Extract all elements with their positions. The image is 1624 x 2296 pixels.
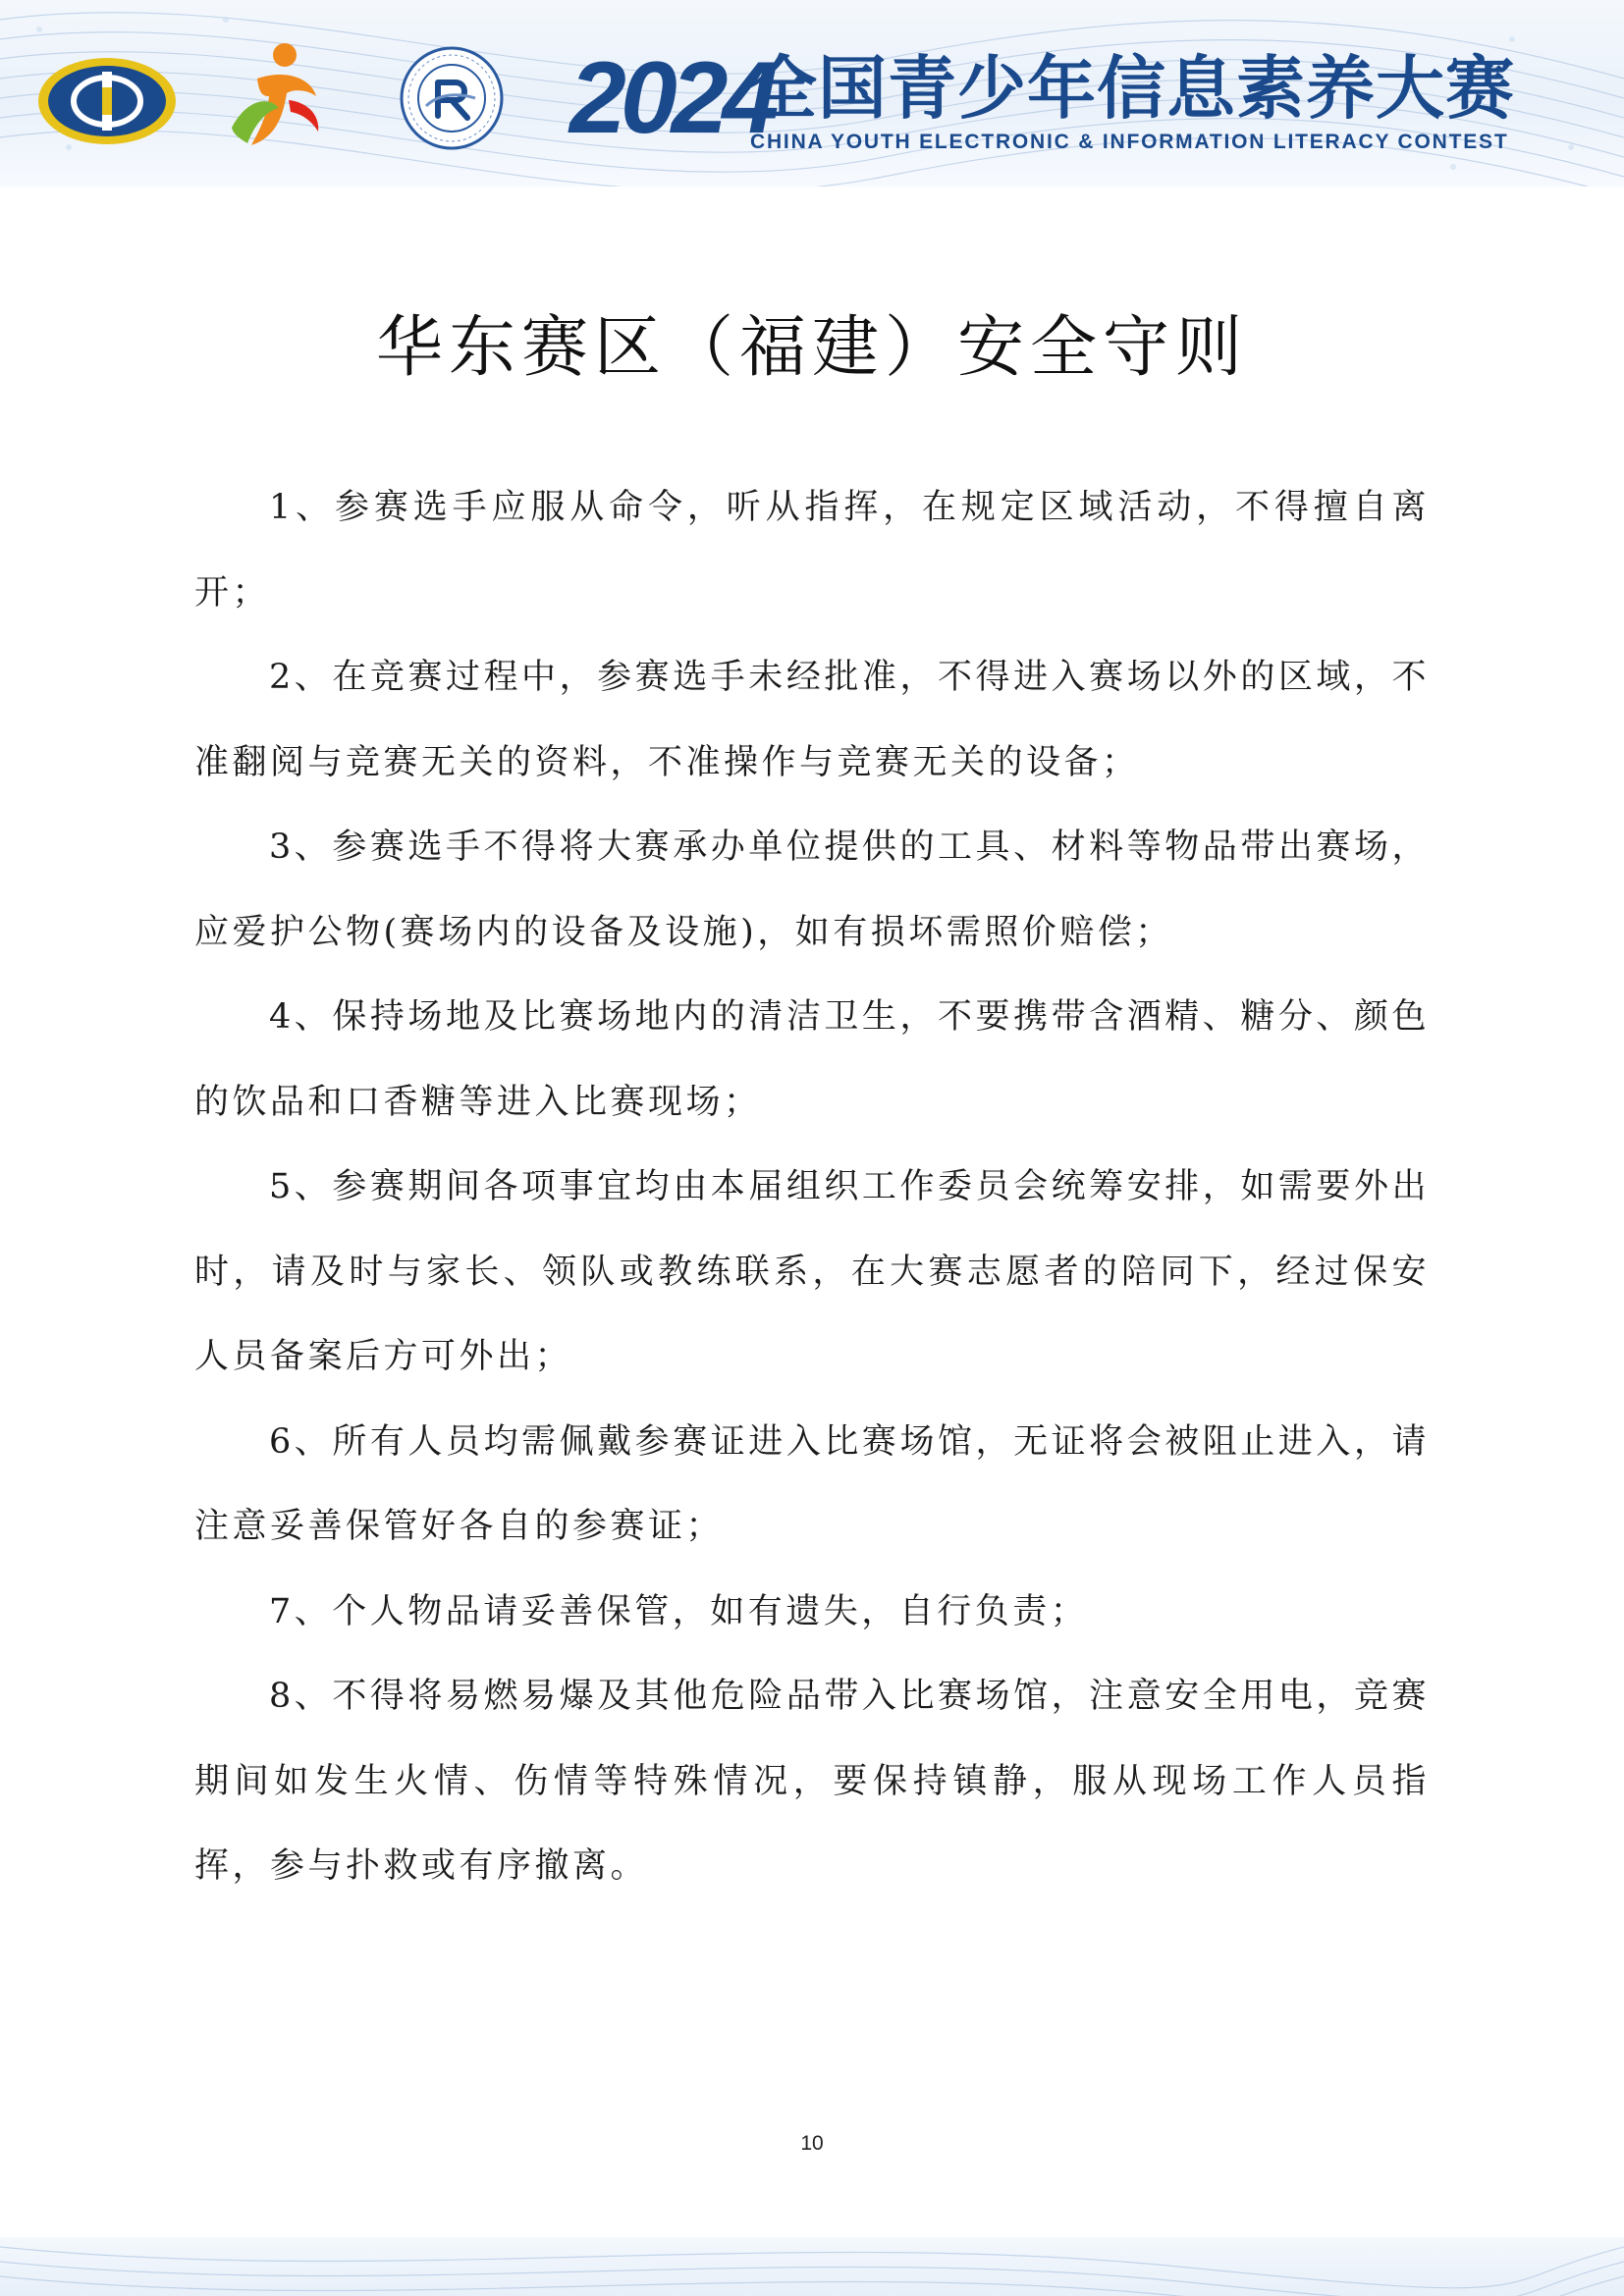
contest-year: 2024 bbox=[569, 41, 774, 155]
rule-item: 4、保持场地及比赛场地内的清洁卫生，不要携带含酒精、糖分、颜色的饮品和口香糖等进入比赛现场； bbox=[194, 997, 1430, 1122]
footer-banner bbox=[0, 2237, 1624, 2296]
rule-item: 6、所有人员均需佩戴参赛证进入比赛场馆，无证将会被阻止进入，请注意妥善保管好各自的参赛证； bbox=[194, 1421, 1430, 1546]
page-number: 10 bbox=[800, 2132, 824, 2155]
rule-item: 5、参赛期间各项事宜均由本届组织工作委员会统筹安排，如需要外出时，请及时与家长、领队或教练联系，在大赛志愿者的陪同下，经过保安人员备案后方可外出； bbox=[194, 1167, 1430, 1376]
rule-item: 8、不得将易燃易爆及其他危险品带入比赛场馆，注意安全用电，竞赛期间如发生火情、伤情等特殊情况，要保持镇静，服从现场工作人员指挥，参与扑救或有序撤离。 bbox=[194, 1677, 1430, 1886]
rule-item: 2、在竞赛过程中，参赛选手未经批准，不得进入赛场以外的区域，不准翻阅与竞赛无关的资料，不准操作与竞赛无关的设备； bbox=[194, 658, 1430, 782]
contest-title-en: CHINA YOUTH ELECTRONIC & INFORMATION LITERACY CONTEST bbox=[750, 131, 1509, 153]
document-title: 华东赛区（福建）安全守则 bbox=[375, 309, 1248, 387]
robotics-association-seal-logo bbox=[399, 45, 505, 151]
cyeilc-emblem-logo bbox=[35, 54, 179, 148]
rule-item: 7、个人物品请妥善保管，如有遗失，自行负责； bbox=[269, 1591, 1089, 1631]
rule-item: 3、参赛选手不得将大赛承办单位提供的工具、材料等物品带出赛场，应爱护公物(赛场内的设备及设施)，如有损坏需照价赔偿； bbox=[194, 828, 1430, 952]
youth-figure-logo bbox=[218, 39, 336, 157]
rule-item: 1、参赛选手应服从命令，听从指挥，在规定区域活动，不得擅自离开； bbox=[194, 488, 1430, 613]
footer-wave-pattern bbox=[0, 2237, 1624, 2296]
rules-list bbox=[194, 465, 1430, 1909]
header-banner bbox=[0, 0, 1624, 187]
contest-title-cn: 全国青少年信息素养大赛 bbox=[748, 48, 1515, 129]
